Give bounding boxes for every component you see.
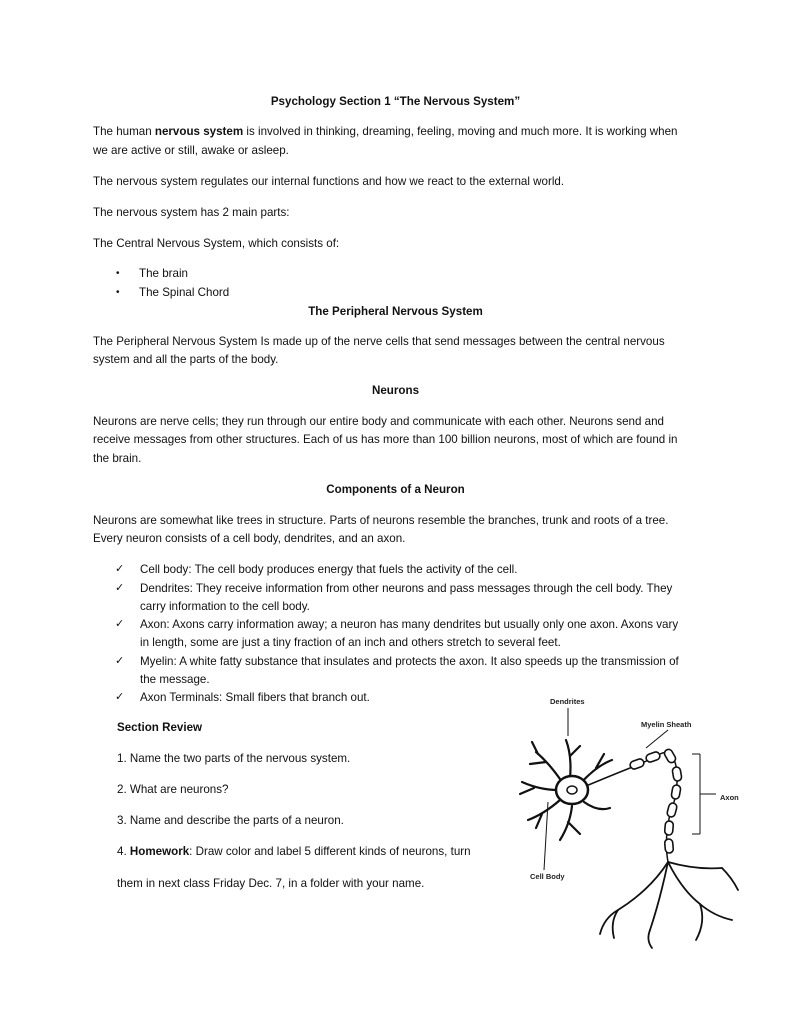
pns-heading: The Peripheral Nervous System — [308, 305, 483, 318]
component-axon-line-2: in length, some are just a tiny fraction of an inch and others stretch to several feet. — [140, 636, 561, 649]
intro-pre: The human — [93, 125, 155, 138]
review-q4-text: : Draw color and label 5 different kinds of neurons, turn — [189, 845, 471, 858]
review-question-2: 2. What are neurons? — [117, 783, 229, 796]
component-myelin-line-2: the message. — [140, 673, 210, 686]
review-question-4-line-2: them in next class Friday Dec. 7, in a folder with your name. — [117, 877, 425, 890]
components-line-2: Every neuron consists of a cell body, dendrites, and an axon. — [93, 532, 406, 545]
checkmark-icon: ✓ — [115, 581, 125, 594]
bullet-dot: • — [116, 287, 120, 298]
cns-item-brain: The brain — [139, 267, 188, 280]
review-q4-homework: Homework — [129, 845, 190, 858]
intro-line-2: we are active or still, awake or asleep. — [93, 144, 289, 157]
component-dendrites-line-1: Dendrites: They receive information from other neurons and pass messages through the cell body. They — [140, 582, 673, 595]
diagram-label-axon: Axon — [720, 793, 739, 802]
review-question-1: 1. Name the two parts of the nervous system. — [117, 752, 351, 765]
review-question-4 — [117, 844, 471, 860]
diagram-label-dendrites: Dendrites — [550, 697, 585, 706]
components-line-1: Neurons are somewhat like trees in structure. Parts of neurons resemble the branches, trunk and roots of a tree. — [93, 514, 669, 527]
neuron-nucleus — [567, 786, 577, 794]
cns-item-spinal-chord: The Spinal Chord — [139, 286, 230, 299]
neurons-line-3: the brain. — [93, 452, 142, 465]
diagram-label-myelin-sheath: Myelin Sheath — [641, 720, 692, 729]
page-title: Psychology Section 1 “The Nervous System” — [270, 95, 521, 108]
component-axon-line-1: Axon: Axons carry information away; a neuron has many dendrites but usually only one axon. Axons vary — [140, 618, 679, 631]
component-cell-body: Cell body: The cell body produces energy that fuels the activity of the cell. — [140, 563, 518, 576]
paragraph-cns: The Central Nervous System, which consists of: — [93, 237, 340, 250]
paragraph-regulates: The nervous system regulates our internal functions and how we react to the external world. — [93, 175, 565, 188]
checkmark-icon: ✓ — [115, 654, 125, 667]
component-dendrites-line-2: carry information to the cell body. — [140, 600, 310, 613]
neuron-diagram — [500, 690, 760, 960]
component-myelin-line-1: Myelin: A white fatty substance that insulates and protects the axon. It also speeds up the transmission of — [140, 655, 679, 668]
intro-bold-term: nervous system — [154, 125, 244, 138]
neuron-axon-terminals — [600, 862, 738, 948]
review-question-3: 3. Name and describe the parts of a neuron. — [117, 814, 344, 827]
components-heading: Components of a Neuron — [326, 483, 465, 496]
intro-post: is involved in thinking, dreaming, feeling, moving and much more. It is working when — [243, 125, 678, 138]
review-q4-prefix: 4. — [117, 845, 130, 858]
review-heading: Section Review — [117, 721, 203, 734]
pns-line-1: The Peripheral Nervous System Is made up of the nerve cells that send messages between the central nervous — [93, 335, 665, 348]
neurons-heading: Neurons — [371, 384, 420, 397]
checkmark-icon: ✓ — [115, 617, 125, 630]
paragraph-main-parts: The nervous system has 2 main parts: — [93, 206, 290, 219]
intro-line-1 — [93, 124, 678, 140]
checkmark-icon: ✓ — [115, 562, 125, 575]
bullet-dot: • — [116, 268, 120, 279]
neurons-line-1: Neurons are nerve cells; they run through our entire body and communicate with each other. Neurons send and — [93, 415, 665, 428]
diagram-label-cell-body: Cell Body — [530, 872, 565, 881]
component-axon-terminals: Axon Terminals: Small fibers that branch out. — [140, 691, 370, 704]
checkmark-icon: ✓ — [115, 690, 125, 703]
neurons-line-2: receive messages from other structures. Each of us has more than 100 billion neurons, most of which are found in — [93, 433, 678, 446]
pns-line-2: system and all the parts of the body. — [93, 353, 279, 366]
